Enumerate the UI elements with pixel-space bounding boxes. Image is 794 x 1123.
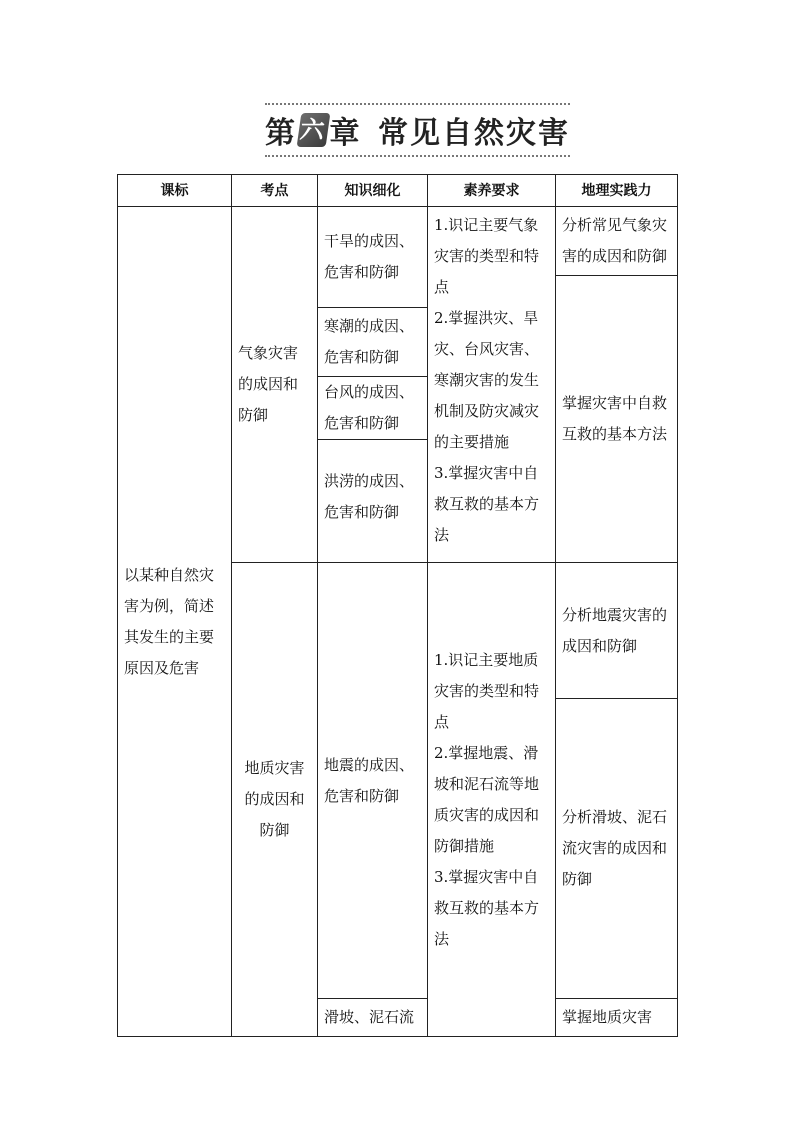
practice-cell-geological-1: 分析地震灾害的成因和防御 <box>556 563 678 699</box>
column-header-requirements: 素养要求 <box>428 175 556 207</box>
requirements-cell-meteorological: 1.识记主要气象灾害的类型和特点 2.掌握洪灾、旱灾、台风灾害、寒潮灾害的发生机制及防灾减灾的主要措施 3.掌握灾害中自救互救的基本方法 <box>428 207 556 563</box>
chapter-title: 常见自然灾害 <box>378 116 570 151</box>
banner-top-rule <box>265 103 570 105</box>
column-header-standard: 课标 <box>118 175 232 207</box>
syllabus-table <box>117 174 678 1037</box>
table-row <box>118 207 678 276</box>
topic-cell-geological: 地质灾害的成因和防御 <box>232 563 318 1037</box>
column-header-details: 知识细化 <box>318 175 428 207</box>
banner-bottom-rule <box>265 155 570 157</box>
standard-cell: 以某种自然灾害为例，简述其发生的主要原因及危害 <box>118 207 232 1037</box>
detail-cell-earthquake: 地震的成因、危害和防御 <box>318 563 428 999</box>
topic-cell-meteorological: 气象灾害的成因和防御 <box>232 207 318 563</box>
practice-cell-meteorological-2: 掌握灾害中自救互救的基本方法 <box>556 276 678 563</box>
column-header-practice: 地理实践力 <box>556 175 678 207</box>
practice-cell-meteorological-1: 分析常见气象灾害的成因和防御 <box>556 207 678 276</box>
chapter-heading <box>265 111 570 149</box>
chapter-number-badge: 六 <box>297 113 330 147</box>
chapter-banner <box>265 103 570 157</box>
detail-cell-typhoon: 台风的成因、危害和防御 <box>318 377 427 440</box>
practice-cell-geological-3: 掌握地质灾害 <box>556 999 678 1037</box>
practice-cell-geological-2: 分析滑坡、泥石流灾害的成因和防御 <box>556 699 678 999</box>
detail-cell-cold-wave: 寒潮的成因、危害和防御 <box>318 308 428 377</box>
table-header-row <box>118 175 678 207</box>
chapter-suffix: 章 <box>329 116 362 151</box>
chapter-prefix: 第 <box>265 116 297 151</box>
detail-cell-landslide: 滑坡、泥石流 <box>318 999 428 1037</box>
detail-cell-drought: 干旱的成因、危害和防御 <box>318 207 428 308</box>
column-header-topic: 考点 <box>232 175 318 207</box>
detail-cell-flood: 洪涝的成因、危害和防御 <box>324 472 415 521</box>
detail-cell-typhoon-flood <box>318 377 428 563</box>
requirements-cell-geological: 1.识记主要地质灾害的类型和特点 2.掌握地震、滑坡和泥石流等地质灾害的成因和防御措施 3.掌握灾害中自救互救的基本方法 <box>428 563 556 1037</box>
